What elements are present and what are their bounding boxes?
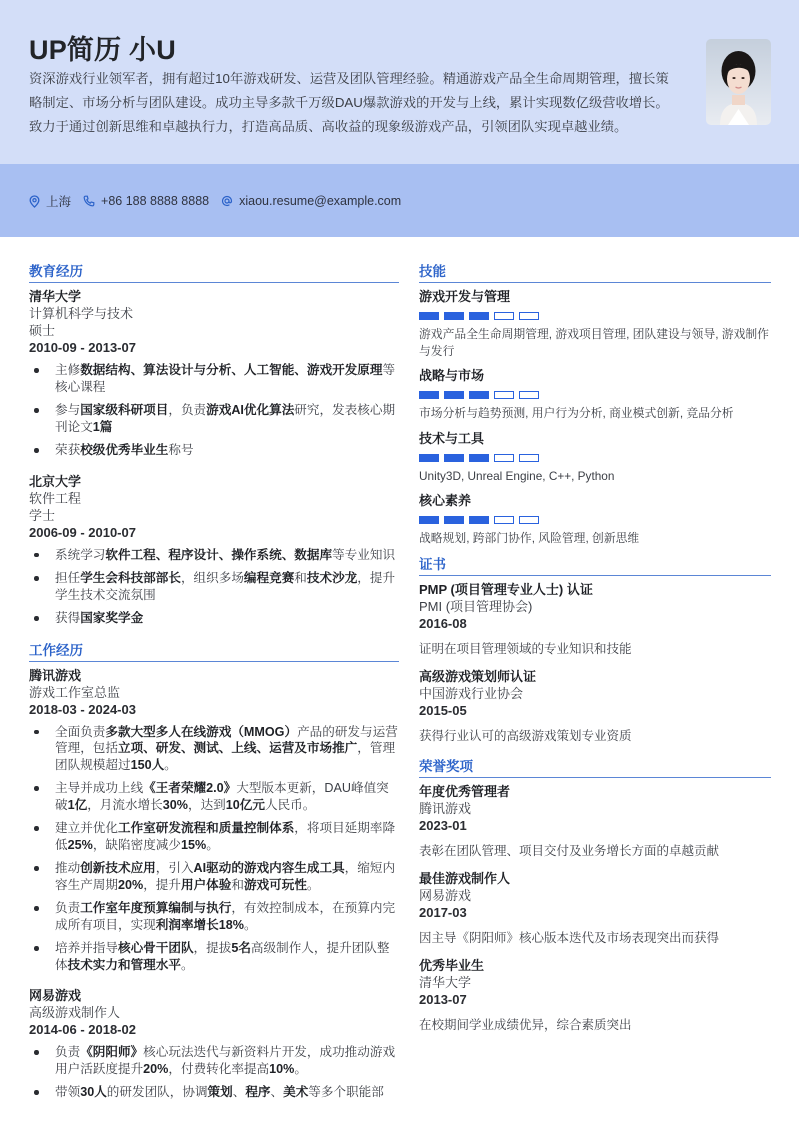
award-issuer: 腾讯游戏	[419, 800, 472, 816]
skill-level-bar	[419, 516, 771, 524]
certificate-description: 获得行业认可的高级游戏策划专业资质	[419, 728, 632, 743]
certificate-issuer: 中国游戏行业协会	[419, 685, 524, 701]
bullet-item	[29, 610, 399, 627]
bullet-text: ，负责	[168, 403, 207, 417]
bullet-highlight: 1亿	[67, 797, 88, 812]
work-section	[29, 641, 399, 1101]
email-text: xiaou.resume@example.com	[239, 194, 402, 208]
bullet-text: 主导并成功上线	[55, 781, 144, 795]
bullet-text: ，月流水增长	[87, 797, 163, 812]
skill-entry	[419, 288, 771, 359]
location-text: 上海	[46, 195, 72, 209]
education-entry	[29, 473, 399, 627]
bullet-highlight: 游戏AI优化算法	[206, 403, 295, 417]
bullet-highlight: 工作室研发流程和质量控制体系	[117, 821, 295, 835]
award-description: 表彰在团队管理、项目交付及业务增长方面的卓越贡献	[419, 843, 720, 858]
bullet-highlight: 10亿元	[225, 797, 265, 812]
degree: 硕士	[29, 323, 56, 338]
skill-level-filled-icon	[444, 454, 464, 462]
portrait-photo	[706, 39, 771, 125]
bullet-text: 、	[232, 1085, 246, 1099]
bullet-text: 负责	[55, 1045, 81, 1059]
major: 软件工程	[29, 490, 82, 506]
skill-level-filled-icon	[469, 516, 489, 524]
resume-header	[0, 0, 799, 164]
skill-level-empty-icon	[494, 516, 514, 524]
award-description: 在校期间学业成绩优异，综合素质突出	[419, 1017, 632, 1032]
skill-level-empty-icon	[494, 391, 514, 399]
right-column	[419, 262, 771, 1044]
award-issuer: 清华大学	[419, 974, 472, 990]
skill-level-filled-icon	[419, 391, 439, 399]
skill-level-empty-icon	[494, 312, 514, 320]
education-section	[29, 262, 399, 627]
skill-entry	[419, 367, 771, 422]
location-pin-icon	[29, 195, 40, 208]
bullet-item	[29, 724, 399, 774]
contact-location	[29, 192, 71, 210]
skill-entry	[419, 492, 771, 547]
skill-name: 技术与工具	[419, 430, 485, 446]
bullet-text: 等多个职能部	[308, 1085, 384, 1099]
bullet-highlight: 20%	[143, 1061, 169, 1076]
bullet-text: 。	[306, 877, 320, 892]
bullet-highlight: 美术	[283, 1085, 309, 1099]
award-name: 年度优秀管理者	[419, 783, 511, 799]
bullet-item	[29, 547, 399, 564]
skills-section	[419, 262, 771, 547]
bullet-highlight: 校级优秀毕业生	[80, 443, 169, 457]
bullet-item	[29, 402, 399, 435]
bullet-highlight: 150人	[130, 757, 165, 772]
bullet-highlight: 游戏可玩性	[243, 877, 307, 892]
job-title: 高级游戏制作人	[29, 1005, 121, 1020]
certificate-entry	[419, 581, 771, 658]
work-entry	[29, 667, 399, 974]
education-section-title: 教育经历	[29, 262, 399, 283]
date-range: 2006-09 - 2010-07	[29, 524, 136, 540]
bullet-item	[29, 1084, 399, 1101]
award-issuer: 网易游戏	[419, 887, 472, 903]
bullet-highlight: 编程竞赛	[243, 571, 295, 585]
skill-level-filled-icon	[469, 454, 489, 462]
bullet-highlight: 用户体验	[180, 877, 232, 892]
awards-section-title: 荣誉奖项	[419, 757, 771, 778]
skills-section-title: 技能	[419, 262, 771, 283]
skill-level-bar	[419, 391, 771, 399]
skill-name: 游戏开发与管理	[419, 289, 511, 304]
bullet-highlight: 20%	[117, 877, 144, 892]
certificate-date: 2016-08	[419, 615, 467, 631]
award-entry	[419, 957, 771, 1034]
award-description: 因主导《阴阳师》核心版本迭代及市场表现突出而获得	[419, 930, 720, 945]
bullet-text: 。	[206, 837, 219, 852]
bullet-highlight: 技术实力和管理水平	[67, 957, 181, 972]
job-title: 游戏工作室总监	[29, 684, 121, 700]
skill-level-filled-icon	[444, 312, 464, 320]
certificate-description: 证明在项目管理领域的专业知识和技能	[419, 641, 632, 656]
bullet-text: 和	[294, 571, 307, 585]
certificates-section-title: 证书	[419, 555, 771, 576]
skill-level-filled-icon	[419, 516, 439, 524]
contact-email[interactable]	[221, 194, 401, 208]
company-name: 网易游戏	[29, 988, 82, 1003]
bullet-text: ，将项目延期率降低	[55, 821, 396, 852]
bullet-highlight: 多款大型多人在线游戏（MMOG）	[105, 724, 298, 739]
bullet-text: 全面负责	[55, 724, 106, 739]
bullet-highlight: 策划	[207, 1085, 233, 1099]
bullet-text: 等专业知识	[332, 547, 396, 562]
major: 计算机科学与技术	[29, 306, 134, 321]
skill-level-filled-icon	[444, 516, 464, 524]
bullet-highlight: 工作室年度预算编制与执行	[80, 901, 232, 915]
bullet-highlight: 《王者荣耀2.0》	[143, 781, 237, 795]
skill-level-filled-icon	[419, 312, 439, 320]
bullet-text: 。	[164, 757, 177, 772]
portrait-photo-icon	[706, 39, 771, 125]
bullet-highlight: 国家级科研项目	[80, 403, 169, 417]
bullet-text: ，有效控制成本，在预算内完成所有项目，实现	[55, 901, 396, 932]
bullet-highlight: 国家奖学金	[80, 611, 144, 625]
skill-description: Unity3D, Unreal Engine, C++, Python	[419, 468, 615, 483]
bullet-highlight: 1篇	[92, 419, 113, 434]
candidate-name: UP简历 小U	[29, 35, 176, 65]
phone-icon	[83, 195, 95, 207]
bullet-list	[29, 1044, 399, 1101]
bullet-text: 核心玩法迭代与新资料片开发，成功推动游戏用户活跃度提升	[55, 1045, 396, 1076]
awards-section	[419, 757, 771, 1034]
bullet-list	[29, 362, 399, 459]
bullet-highlight: AI驱动的游戏内容生成工具	[193, 861, 345, 875]
bullet-item	[29, 362, 399, 395]
bullet-text: 荣获	[55, 443, 81, 457]
bullet-text: ，提升	[143, 877, 181, 892]
work-section-title: 工作经历	[29, 641, 399, 662]
bullet-highlight: 《阴阳师》	[80, 1045, 144, 1059]
email-at-icon	[221, 195, 233, 207]
bullet-text: 带领	[55, 1085, 81, 1099]
bullet-list	[29, 547, 399, 627]
bullet-text: ，缩短内容生产周期	[55, 861, 396, 892]
bullet-text: 产品的研发与运营管理，包括	[55, 724, 398, 755]
skill-level-empty-icon	[519, 516, 539, 524]
bullet-highlight: 15%	[180, 837, 207, 852]
bullet-text: 大型版本更新，DAU峰值突破	[55, 781, 389, 812]
date-range: 2014-06 - 2018-02	[29, 1022, 136, 1037]
bullet-highlight: 30人	[80, 1085, 107, 1099]
school-name: 清华大学	[29, 289, 82, 304]
award-date: 2013-07	[419, 991, 467, 1007]
skill-level-filled-icon	[444, 391, 464, 399]
date-range: 2010-09 - 2013-07	[29, 340, 136, 355]
skill-entry	[419, 430, 771, 485]
bullet-item	[29, 820, 399, 853]
skill-level-empty-icon	[494, 454, 514, 462]
award-entry	[419, 870, 771, 947]
phone-text: +86 188 8888 8888	[101, 194, 210, 208]
skill-level-bar	[419, 312, 771, 320]
skill-level-bar	[419, 454, 771, 462]
bullet-highlight: 软件工程、程序设计、操作系统、数据库	[105, 547, 333, 562]
bullet-text: 的研发团队，协调	[106, 1085, 208, 1099]
bullet-text: 系统学习	[55, 547, 106, 562]
award-name: 优秀毕业生	[419, 957, 485, 973]
bullet-highlight: 10%	[269, 1061, 295, 1076]
bullet-text: 获得	[55, 611, 81, 625]
bullet-item	[29, 1044, 399, 1077]
education-entry	[29, 288, 399, 459]
certificates-section	[419, 555, 771, 745]
certificate-name: PMP (项目管理专业人士) 认证	[419, 581, 593, 597]
bullet-text: 。	[243, 917, 257, 932]
skill-level-empty-icon	[519, 312, 539, 320]
bullet-highlight: 利润率增长18%	[155, 917, 244, 932]
bullet-text: 推动	[55, 861, 81, 875]
skill-level-filled-icon	[469, 312, 489, 320]
skill-name: 核心素养	[419, 493, 472, 508]
bullet-text: 人民币。	[264, 797, 316, 812]
bullet-text: 和	[231, 877, 244, 892]
degree: 学士	[29, 507, 56, 523]
bullet-text: ，管理团队规模超过	[55, 741, 396, 772]
bullet-text: 参与	[55, 403, 81, 417]
skill-description: 战略规划, 跨部门协作, 风险管理, 创新思维	[419, 531, 640, 545]
bullet-item	[29, 570, 399, 603]
bullet-text: ，提升学生技术交流氛围	[55, 571, 396, 602]
skill-description: 游戏产品全生命周期管理, 游戏项目管理, 团队建设与领导, 游戏制作与发行	[419, 327, 769, 358]
bullet-item	[29, 780, 399, 813]
bullet-highlight: 数据结构、算法设计与分析、人工智能、游戏开发原理	[80, 363, 383, 377]
award-entry	[419, 783, 771, 860]
work-entry	[29, 987, 399, 1101]
bullet-highlight: 5名	[231, 941, 251, 955]
certificate-issuer: PMI (项目管理协会)	[419, 598, 533, 614]
skill-description: 市场分析与趋势预测, 用户行为分析, 商业模式创新, 竞品分析	[419, 406, 734, 420]
bullet-text: 称号	[168, 443, 194, 457]
date-range: 2018-03 - 2024-03	[29, 701, 136, 717]
certificate-name: 高级游戏策划师认证	[419, 668, 537, 684]
certificate-entry	[419, 668, 771, 745]
bullet-item	[29, 940, 399, 973]
bullet-text: 培养并指导	[55, 941, 118, 955]
left-column	[29, 262, 399, 1115]
profile-summary: 资深游戏行业领军者，拥有超过10年游戏研发、运营及团队管理经验。精通游戏产品全生命周期管理，擅长策略制定、市场分析与团队建设。成功主导多款千万级DAU爆款游戏的开发与上线，累计实现数亿级营收增长。致力于通过创新思维和卓越执行力，打造高品质、高收益的现象级游戏产品，引领团队实现卓越业绩。	[29, 71, 669, 134]
bullet-text: ，付费转化率提高	[168, 1061, 270, 1076]
bullet-highlight: 25%	[67, 837, 93, 852]
contact-bar	[0, 164, 799, 237]
bullet-text: ，引入	[155, 861, 194, 875]
bullet-text: 等核心课程	[55, 363, 396, 394]
school-name: 北京大学	[29, 473, 82, 489]
bullet-text: ，提拔	[193, 941, 232, 955]
contact-phone[interactable]	[83, 194, 209, 208]
bullet-item	[29, 442, 399, 459]
bullet-text: 、	[270, 1085, 284, 1099]
bullet-text: ，组织多场	[180, 571, 244, 585]
bullet-text: 建立并优化	[55, 821, 118, 835]
skill-name: 战略与市场	[419, 368, 485, 383]
bullet-text: 主修	[55, 363, 81, 377]
bullet-highlight: 技术沙龙	[306, 571, 358, 585]
bullet-text: 研究，发表核心期刊论文	[55, 403, 396, 434]
bullet-list	[29, 724, 399, 974]
bullet-highlight: 30%	[162, 797, 188, 812]
certificate-date: 2015-05	[419, 702, 467, 718]
award-date: 2017-03	[419, 904, 467, 920]
bullet-highlight: 核心骨干团队	[117, 941, 194, 955]
bullet-highlight: 创新技术应用	[80, 861, 156, 875]
bullet-text: 担任	[55, 571, 81, 585]
skill-level-filled-icon	[469, 391, 489, 399]
bullet-highlight: 程序	[245, 1085, 271, 1099]
bullet-highlight: 学生会科技部部长	[80, 571, 181, 585]
company-name: 腾讯游戏	[29, 667, 82, 683]
bullet-text: 。	[180, 957, 194, 972]
skill-level-empty-icon	[519, 454, 539, 462]
bullet-highlight: 立项、研发、测试、上线、运营及市场推广	[117, 741, 358, 755]
skill-level-empty-icon	[519, 391, 539, 399]
bullet-item	[29, 860, 399, 893]
skill-level-filled-icon	[419, 454, 439, 462]
bullet-text: 高级制作人，提升团队整体	[55, 941, 390, 972]
bullet-text: 负责	[55, 901, 81, 915]
award-date: 2023-01	[419, 817, 467, 833]
bullet-item	[29, 900, 399, 933]
bullet-text: ，缺陷密度减少	[92, 837, 181, 852]
bullet-text: 。	[294, 1061, 307, 1076]
bullet-text: ，达到	[187, 797, 226, 812]
award-name: 最佳游戏制作人	[419, 870, 511, 886]
